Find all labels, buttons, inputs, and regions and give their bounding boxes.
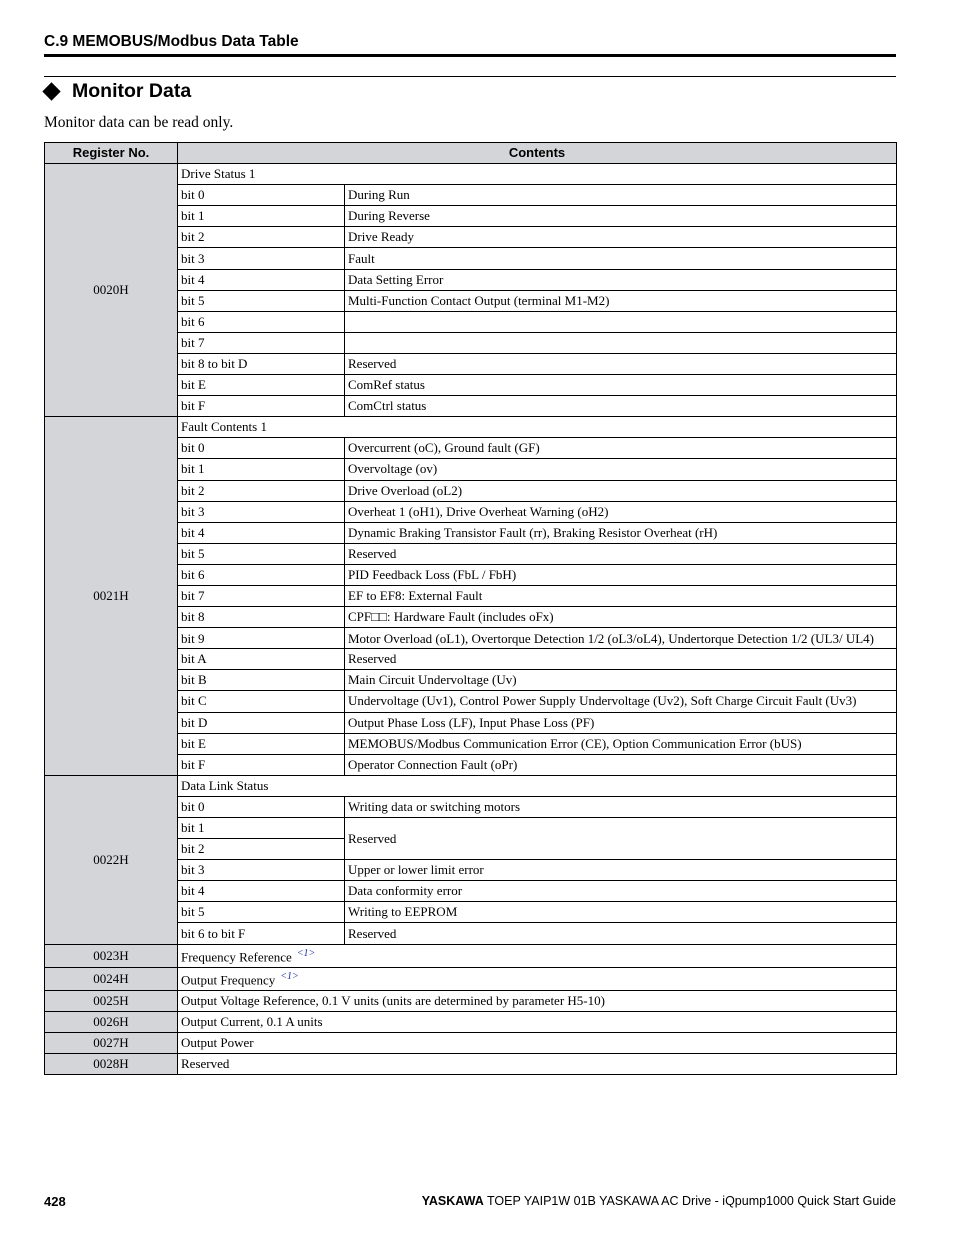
table-row — [45, 1011, 897, 1032]
note-link[interactable]: <1> — [296, 947, 316, 959]
desc-cell: Reserved — [345, 818, 897, 860]
table-row — [45, 417, 897, 438]
bit-cell: bit 8 to bit D — [178, 353, 345, 374]
table-row — [45, 944, 897, 967]
bit-cell: bit E — [178, 375, 345, 396]
desc-cell: EF to EF8: External Fault — [345, 585, 897, 606]
desc-cell: Output Voltage Reference, 0.1 V units (units are determined by parameter H5-10) — [178, 990, 897, 1011]
desc-cell: Data Setting Error — [345, 269, 897, 290]
note-link[interactable]: <1> — [280, 970, 299, 982]
bit-cell: bit 9 — [178, 628, 345, 649]
desc-cell: Data conformity error — [345, 881, 897, 902]
register-cell: 0022H — [45, 775, 178, 944]
register-cell: 0020H — [45, 164, 178, 417]
bit-cell: bit 6 — [178, 311, 345, 332]
page-title: Monitor Data — [72, 80, 192, 102]
diamond-bullet-icon — [42, 82, 60, 100]
bit-cell: bit 3 — [178, 248, 345, 269]
desc-cell: MEMOBUS/Modbus Communication Error (CE), Option Communication Error (bUS) — [345, 733, 897, 754]
table-row — [45, 967, 897, 990]
table-row — [45, 990, 897, 1011]
header-rule — [44, 54, 896, 57]
bit-cell: bit 0 — [178, 185, 345, 206]
bit-cell: bit 6 — [178, 564, 345, 585]
bit-cell: bit 4 — [178, 269, 345, 290]
desc-cell: Overheat 1 (oH1), Drive Overheat Warning (oH2) — [345, 501, 897, 522]
desc-cell: CPF□□: Hardware Fault (includes oFx) — [345, 607, 897, 628]
page-number: 428 — [44, 1194, 66, 1209]
desc-cell: Upper or lower limit error — [345, 860, 897, 881]
bit-cell: bit 1 — [178, 818, 345, 839]
desc-text: Output Frequency — [181, 972, 276, 988]
desc-cell: Output Current, 0.1 A units — [178, 1011, 897, 1032]
group-title: Drive Status 1 — [178, 164, 897, 185]
table-row — [45, 164, 897, 185]
bit-cell: bit 4 — [178, 881, 345, 902]
footer-brand: YASKAWA — [421, 1194, 484, 1208]
register-cell: 0024H — [45, 967, 178, 990]
bit-cell: bit F — [178, 754, 345, 775]
bit-cell: bit 5 — [178, 290, 345, 311]
bit-cell: bit 6 to bit F — [178, 923, 345, 944]
bit-cell: bit 7 — [178, 585, 345, 606]
desc-cell: Writing data or switching motors — [345, 796, 897, 817]
register-cell: 0021H — [45, 417, 178, 776]
bit-cell: bit 7 — [178, 332, 345, 353]
desc-cell: Reserved — [178, 1053, 897, 1074]
bit-cell: bit F — [178, 396, 345, 417]
desc-cell: Output Phase Loss (LF), Input Phase Loss (PF) — [345, 712, 897, 733]
desc-cell: Fault — [345, 248, 897, 269]
bit-cell: bit 3 — [178, 860, 345, 881]
desc-cell: PID Feedback Loss (FbL / FbH) — [345, 564, 897, 585]
desc-cell — [345, 332, 897, 353]
bit-cell: bit D — [178, 712, 345, 733]
bit-cell: bit 2 — [178, 227, 345, 248]
bit-cell: bit B — [178, 670, 345, 691]
bit-cell: bit 1 — [178, 459, 345, 480]
group-title: Data Link Status — [178, 775, 897, 796]
register-cell: 0026H — [45, 1011, 178, 1032]
bit-cell: bit 3 — [178, 501, 345, 522]
bit-cell: bit A — [178, 649, 345, 670]
intro-text: Monitor data can be read only. — [44, 114, 234, 131]
bit-cell: bit 0 — [178, 438, 345, 459]
desc-cell — [178, 944, 897, 967]
desc-cell: ComCtrl status — [345, 396, 897, 417]
desc-cell: Drive Ready — [345, 227, 897, 248]
bit-cell: bit 2 — [178, 839, 345, 860]
group-title: Fault Contents 1 — [178, 417, 897, 438]
footer-doc-title — [422, 1194, 896, 1208]
column-header-register: Register No. — [45, 143, 178, 164]
heading-rule — [44, 76, 896, 77]
desc-cell: Writing to EEPROM — [345, 902, 897, 923]
desc-cell — [178, 967, 897, 990]
desc-cell: During Run — [345, 185, 897, 206]
desc-cell: ComRef status — [345, 375, 897, 396]
desc-cell: Reserved — [345, 649, 897, 670]
heading-block — [42, 80, 191, 103]
register-cell: 0023H — [45, 944, 178, 967]
desc-cell — [345, 311, 897, 332]
bit-cell: bit 4 — [178, 522, 345, 543]
desc-cell: Undervoltage (Uv1), Control Power Supply Undervoltage (Uv2), Soft Charge Circuit Fault (Uv3) — [345, 691, 897, 712]
desc-cell: Operator Connection Fault (oPr) — [345, 754, 897, 775]
desc-cell: Output Power — [178, 1032, 897, 1053]
table-row — [45, 1053, 897, 1074]
register-cell: 0025H — [45, 990, 178, 1011]
desc-cell: Multi-Function Contact Output (terminal M1-M2) — [345, 290, 897, 311]
bit-cell: bit 0 — [178, 796, 345, 817]
bit-cell: bit C — [178, 691, 345, 712]
table-header-row — [45, 143, 897, 164]
footer-doc-text: TOEP YAIP1W 01B YASKAWA AC Drive - iQpump1000 Quick Start Guide — [487, 1194, 896, 1208]
bit-cell: bit 2 — [178, 480, 345, 501]
monitor-data-table — [44, 142, 897, 1075]
table-row — [45, 1032, 897, 1053]
desc-text: Frequency Reference — [181, 949, 292, 965]
column-header-contents: Contents — [178, 143, 897, 164]
desc-cell: Reserved — [345, 923, 897, 944]
bit-cell: bit 8 — [178, 607, 345, 628]
desc-cell: Dynamic Braking Transistor Fault (rr), Braking Resistor Overheat (rH) — [345, 522, 897, 543]
section-header: C.9 MEMOBUS/Modbus Data Table — [44, 33, 299, 50]
desc-cell: Motor Overload (oL1), Overtorque Detection 1/2 (oL3/oL4), Undertorque Detection 1/2 (UL3/ UL4) — [345, 628, 897, 649]
bit-cell: bit E — [178, 733, 345, 754]
desc-cell: Reserved — [345, 543, 897, 564]
bit-cell: bit 1 — [178, 206, 345, 227]
desc-cell: Overvoltage (ov) — [345, 459, 897, 480]
bit-cell: bit 5 — [178, 543, 345, 564]
register-cell: 0028H — [45, 1053, 178, 1074]
desc-cell: During Reverse — [345, 206, 897, 227]
desc-cell: Main Circuit Undervoltage (Uv) — [345, 670, 897, 691]
table-row — [45, 775, 897, 796]
desc-cell: Overcurrent (oC), Ground fault (GF) — [345, 438, 897, 459]
bit-cell: bit 5 — [178, 902, 345, 923]
desc-cell: Drive Overload (oL2) — [345, 480, 897, 501]
desc-cell: Reserved — [345, 353, 897, 374]
register-cell: 0027H — [45, 1032, 178, 1053]
